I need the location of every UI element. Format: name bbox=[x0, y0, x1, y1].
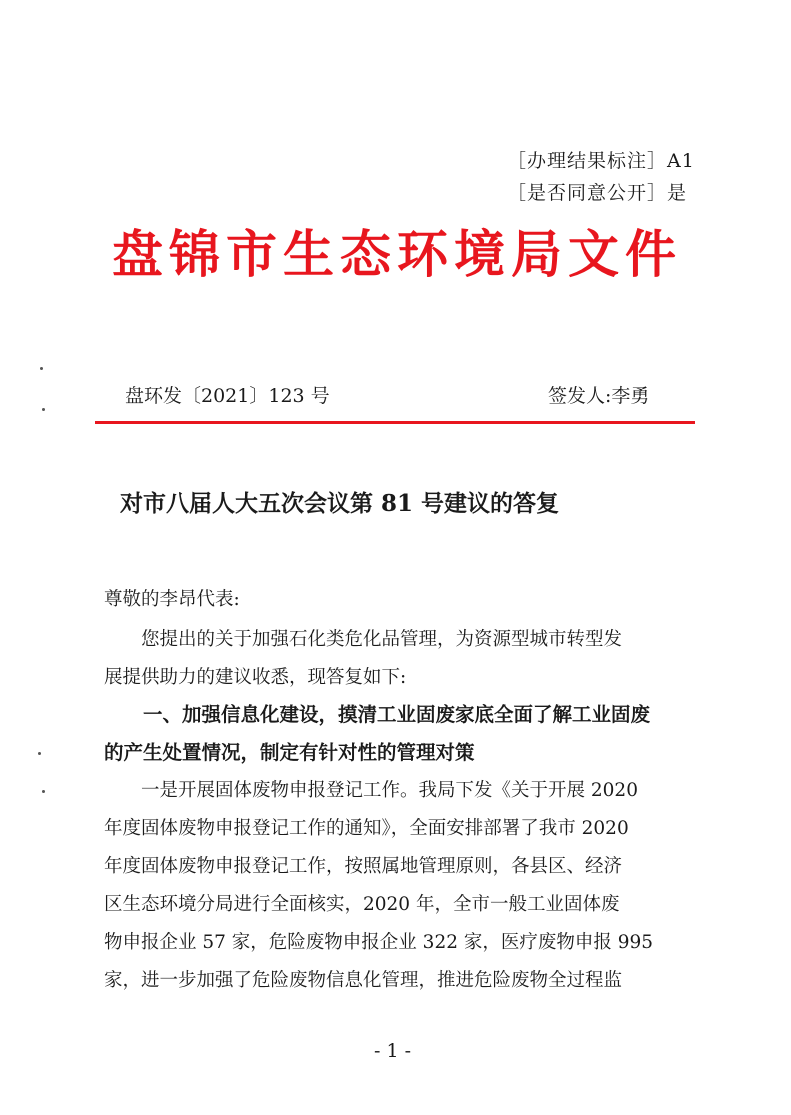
handling-result-label: ［办理结果标注］A1 bbox=[507, 150, 695, 172]
scan-speck bbox=[42, 790, 45, 793]
body-line: 物申报企业 57 家，危险废物申报企业 322 家，医疗废物申报 995 bbox=[104, 932, 654, 953]
section-heading: 的产生处置情况，制定有针对性的管理对策 bbox=[104, 741, 475, 764]
section-heading: 一、加强信息化建设，摸清工业固废家底全面了解工业固废 bbox=[104, 703, 651, 726]
body-line: 展提供助力的建议收悉，现答复如下: bbox=[104, 667, 407, 688]
body-line: 一是开展固体废物申报登记工作。我局下发《关于开展 2020 bbox=[104, 780, 638, 801]
body-line: 家，进一步加强了危险废物信息化管理，推进危险废物全过程监 bbox=[104, 970, 623, 991]
scan-speck bbox=[38, 752, 41, 755]
body-line: 年度固体废物申报登记工作，按照属地管理原则，各县区、经济 bbox=[104, 856, 623, 877]
salutation: 尊敬的李昂代表: bbox=[104, 589, 240, 610]
reply-title: 对市八届人大五次会议第 81 号建议的答复 bbox=[120, 490, 560, 517]
body-line: 区生态环境分局进行全面核实，2020 年，全市一般工业固体废 bbox=[104, 894, 620, 915]
red-divider-line bbox=[95, 421, 695, 424]
scan-speck bbox=[42, 408, 45, 411]
public-consent-label: ［是否同意公开］是 bbox=[507, 182, 688, 204]
body-line: 您提出的关于加强石化类危化品管理，为资源型城市转型发 bbox=[104, 629, 623, 650]
body-line: 年度固体废物申报登记工作的通知》，全面安排部署了我市 2020 bbox=[104, 818, 629, 839]
page-number: - 1 - bbox=[374, 1040, 412, 1062]
signer: 签发人:李勇 bbox=[548, 385, 650, 407]
scan-speck bbox=[40, 367, 43, 370]
document-number: 盘环发〔2021〕123 号 bbox=[125, 385, 330, 407]
org-document-title: 盘锦市生态环境局文件 bbox=[112, 226, 683, 285]
